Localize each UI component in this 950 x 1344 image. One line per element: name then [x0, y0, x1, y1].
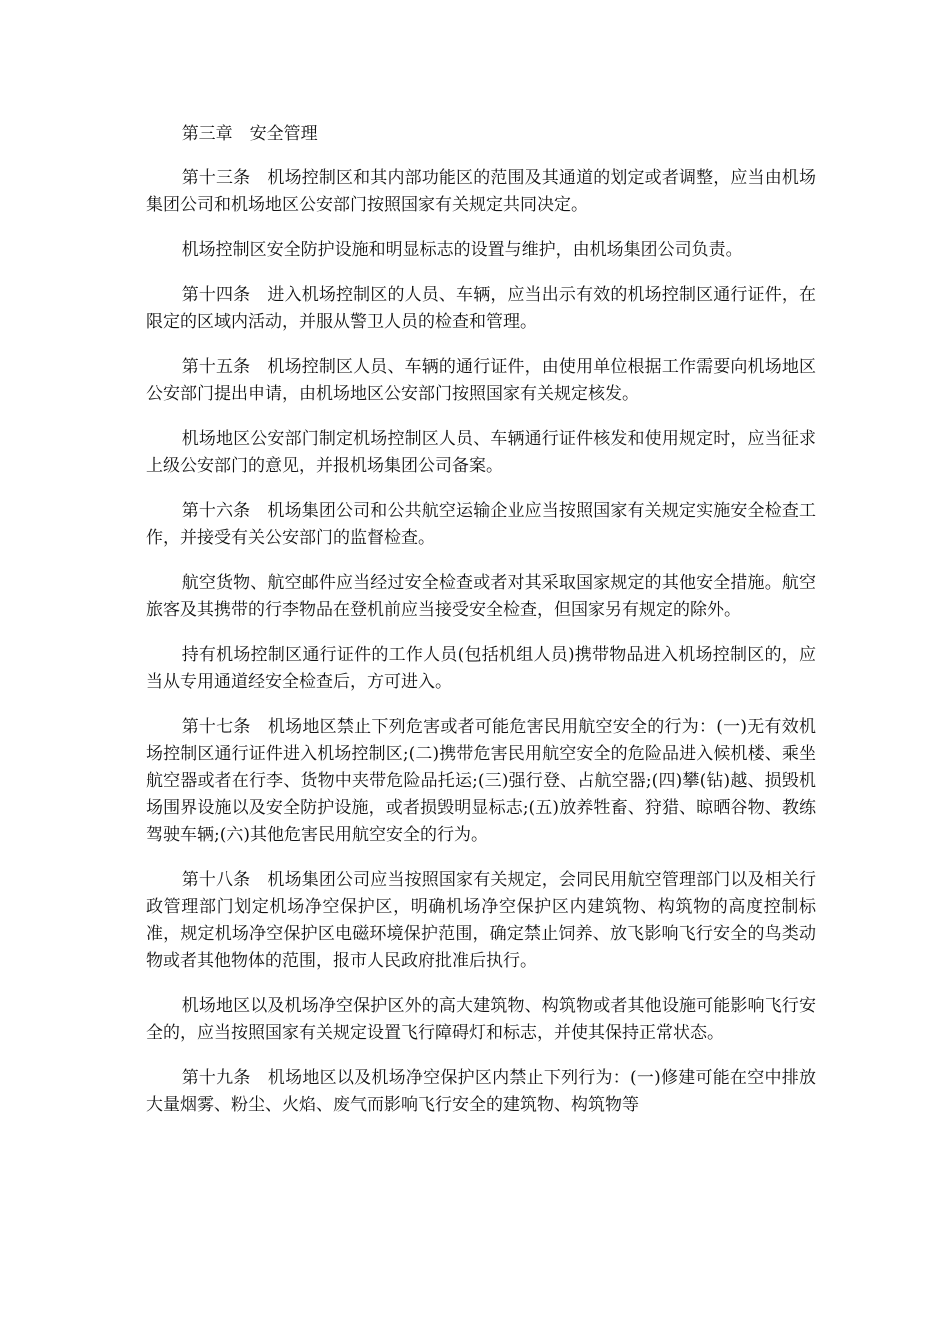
paragraph-article-18: 第十八条 机场集团公司应当按照国家有关规定，会同民用航空管理部门以及相关行政管理部门划定机场净空保护区，明确机场净空保护区内建筑物、构筑物的高度控制标准，规定机场净空保护区电磁环境保护范围，确定禁止饲养、放飞影响飞行安全的鸟类动物或者其他物体的范围，报市人民政府批准后执行。	[146, 870, 816, 971]
paragraph-staff-inspection: 持有机场控制区通行证件的工作人员(包括机组人员)携带物品进入机场控制区的，应当从专用通道经安全检查后，方可进入。	[146, 645, 816, 692]
paragraph-control-area-facilities: 机场控制区安全防护设施和明显标志的设置与维护，由机场集团公司负责。	[181, 240, 743, 260]
chapter-heading: 第三章 安全管理	[181, 124, 318, 144]
document-body	[146, 121, 816, 1137]
paragraph-article-19: 第十九条 机场地区以及机场净空保护区内禁止下列行为：(一)修建可能在空中排放大量烟雾、粉尘、火焰、废气而影响飞行安全的建筑物、构筑物等	[146, 1068, 816, 1115]
paragraph-pass-regulations: 机场地区公安部门制定机场控制区人员、车辆通行证件核发和使用规定时，应当征求上级公安部门的意见，并报机场集团公司备案。	[146, 429, 816, 476]
paragraph-obstacle-lights: 机场地区以及机场净空保护区外的高大建筑物、构筑物或者其他设施可能影响飞行安全的，应当按照国家有关规定设置飞行障碍灯和标志，并使其保持正常状态。	[146, 996, 816, 1043]
paragraph-cargo-mail-inspection: 航空货物、航空邮件应当经过安全检查或者对其采取国家规定的其他安全措施。航空旅客及其携带的行李物品在登机前应当接受安全检查，但国家另有规定的除外。	[146, 573, 816, 620]
paragraph-article-13: 第十三条 机场控制区和其内部功能区的范围及其通道的划定或者调整，应当由机场集团公司和机场地区公安部门按照国家有关规定共同决定。	[146, 168, 816, 215]
paragraph-article-14: 第十四条 进入机场控制区的人员、车辆，应当出示有效的机场控制区通行证件，在限定的区域内活动，并服从警卫人员的检查和管理。	[146, 285, 816, 332]
paragraph-article-16: 第十六条 机场集团公司和公共航空运输企业应当按照国家有关规定实施安全检查工作，并接受有关公安部门的监督检查。	[146, 501, 816, 548]
paragraph-article-15: 第十五条 机场控制区人员、车辆的通行证件，由使用单位根据工作需要向机场地区公安部门提出申请，由机场地区公安部门按照国家有关规定核发。	[146, 357, 816, 404]
paragraph-article-17: 第十七条 机场地区禁止下列危害或者可能危害民用航空安全的行为：(一)无有效机场控制区通行证件进入机场控制区;(二)携带危害民用航空安全的危险品进入候机楼、乘坐航空器或者在行李、货物中夹带危险品托运;(三)强行登、占航空器;(四)攀(钻)越、损毁机场围界设施以及安全防护设施，或者损毁明显标志;(五)放养牲畜、狩猎、晾晒谷物、教练驾驶车辆;(六)其他危害民用航空安全的行为。	[146, 717, 816, 845]
